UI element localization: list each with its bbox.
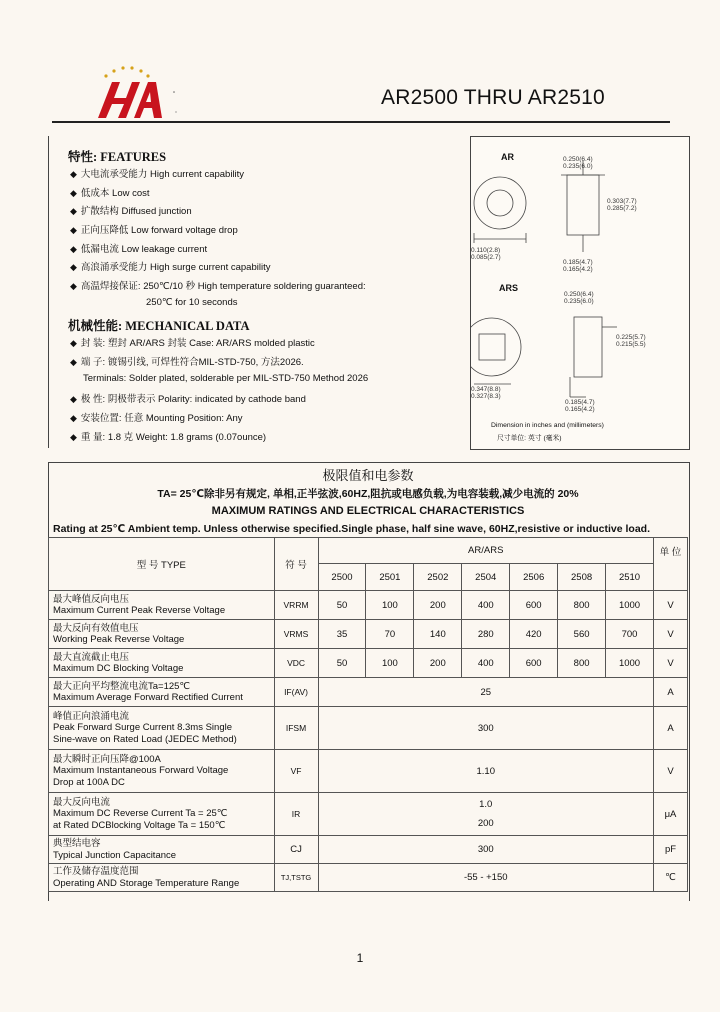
dim-label: 0.185(4.7) [563,259,593,266]
table-row [49,678,688,707]
param-value: 100 [366,591,414,620]
list-item: ◆ 重 量: 1.8 克 Weight: 1.8 grams (0.07ounce) [70,431,267,443]
dim-label: 0.285(7.2) [607,205,637,212]
dim-label: 0.327(8.3) [471,393,501,400]
table-row [49,864,688,892]
param-unit: ℃ [653,864,687,892]
param-value: 400 [462,591,510,620]
param-unit: V [653,750,687,793]
ar-label: AR [501,152,514,162]
model-number: 2501 [366,564,414,591]
param-value: 35 [318,620,366,649]
param-value: 1000 [606,649,654,678]
title-divider [52,121,670,123]
model-number: 2508 [558,564,606,591]
list-item: ◆ 低成本 Low cost [70,187,150,199]
dim-label: 0.165(4.2) [563,266,593,273]
param-value: 100 [366,649,414,678]
model-number: 2500 [318,564,366,591]
dim-label: 0.250(6.4) [563,156,593,163]
dim-label: 0.303(7.7) [607,198,637,205]
dim-label: 0.250(6.4) [564,291,594,298]
table-header-row [49,538,688,564]
param-value: 140 [414,620,462,649]
page-number: 1 [356,951,364,965]
type-header: 型 号 TYPE [49,538,275,591]
param-symbol: TJ,TSTG [274,864,318,892]
param-value: 50 [318,649,366,678]
param-value: 280 [462,620,510,649]
list-item: ◆ 端 子: 镀锡引线, 可焊性符合MIL-STD-750, 方法2026. [70,356,304,368]
param-unit: V [653,620,687,649]
param-value: 800 [558,649,606,678]
dimension-note-cn: 尺寸单位: 英寸 (毫米) [497,435,562,442]
unit-header: 单 位 [653,538,687,591]
param-unit: pF [653,836,687,864]
model-number: 2504 [462,564,510,591]
param-value: 600 [510,591,558,620]
param-unit: A [653,707,687,750]
param-value: 1000 [606,591,654,620]
list-item: ◆ 高温焊接保证: 250℃/10 秒 High temperature soldering guaranteed: [70,281,366,293]
table-row [49,649,688,678]
param-value: 700 [606,620,654,649]
param-symbol: CJ [274,836,318,864]
param-value: 420 [510,620,558,649]
dim-label: 0.110(2.8) [471,247,501,254]
param-description: 最大正向平均整流电流Ta=125℃ Maximum Average Forward Rectified Current [49,678,275,707]
table-row [49,707,688,750]
param-value: 560 [558,620,606,649]
param-symbol: VRMS [274,620,318,649]
table-row [49,750,688,793]
param-description: 最大瞬时正向压降@100A Maximum Instantaneous Forward Voltage Drop at 100A DC [49,750,275,793]
dim-label: 0.225(5.7) [616,334,646,341]
list-item-continuation: Terminals: Solder plated, solderable per MIL-STD-750 Method 2026 [83,372,369,384]
list-item: ◆ 封 装: 塑封 AR/ARS 封装 Case: AR/ARS molded plastic [70,338,315,349]
param-unit: μA [653,793,687,836]
param-value: 400 [462,649,510,678]
param-value: 25 [318,678,653,707]
param-value: 50 [318,591,366,620]
list-item-continuation: 250℃ for 10 seconds [146,296,238,308]
list-item: ◆ 低漏电流 Low leakage current [70,243,208,255]
dim-label: 0.215(5.5) [616,341,646,348]
dim-label: 0.085(2.7) [471,254,501,261]
dim-label: 0.235(6.0) [564,298,594,305]
param-symbol: IR [274,793,318,836]
param-value: 800 [558,591,606,620]
dim-label: 0.185(4.7) [565,399,595,406]
param-value: 1.10 [318,750,653,793]
features-heading: 特性: FEATURES [68,150,167,164]
param-value: 200 [414,591,462,620]
package-diagram [470,136,690,450]
param-description: 最大直流截止电压 Maximum DC Blocking Voltage [49,649,275,678]
ratings-title-cn: 极限值和电参数 [322,468,414,483]
list-item: ◆ 极 性: 阴极带表示 Polarity: indicated by cathode band [70,394,306,406]
param-description: 最大反向有效值电压 Working Peak Reverse Voltage [49,620,275,649]
param-symbol: IFSM [274,707,318,750]
model-number: 2502 [414,564,462,591]
param-symbol: VF [274,750,318,793]
param-description: 最大峰值反向电压 Maximum Current Peak Reverse Voltage [49,591,275,620]
ratings-title-en: MAXIMUM RATINGS AND ELECTRICAL CHARACTERISTICS [211,505,525,517]
ratings-conditions-cn: TA= 25℃除非另有规定, 单相,正半弦波,60HZ,阻抗或电感负载,为电容装载,减少电流的 20% [157,488,579,500]
table-row [49,793,688,836]
param-description: 峰值正向浪涌电流 Peak Forward Surge Current 8.3ms Single Sine-wave on Rated Load (JEDEC Method) [49,707,275,750]
param-value: 1.0 200 [318,793,653,836]
ratings-table [48,537,688,892]
ars-label: ARS [499,283,519,293]
list-item: ◆ 扩散结构 Diffused junction [70,206,192,218]
ratings-conditions-en: Rating at 25℃ Ambient temp. Unless otherwise specified.Single phase, half sine wave, 60HZ,resistive or inductive load. [53,523,650,535]
table-row [49,836,688,864]
model-number: 2510 [606,564,654,591]
param-description: 工作及储存温度范围 Operating AND Storage Temperature Range [49,864,275,892]
param-description: 最大反向电流 Maximum DC Reverse Current Ta = 25℃ at Rated DCBlocking Voltage Ta = 150℃ [49,793,275,836]
param-symbol: VDC [274,649,318,678]
list-item: ◆ 大电流承受能力 High current capability [70,169,245,180]
param-value: -55 - +150 [318,864,653,892]
dim-label: 0.165(4.2) [565,406,595,413]
list-item: ◆ 正向压降低 Low forward voltage drop [70,225,238,237]
param-unit: V [653,649,687,678]
param-value: 300 [318,836,653,864]
param-value: 200 [414,649,462,678]
dimension-note-en: Dimension in inches and (millimeters) [491,422,604,429]
mechanical-list [70,335,368,448]
mechanical-heading: 机械性能: MECHANICAL DATA [68,319,250,333]
param-description: 典型结电容 Typical Junction Capacitance [49,836,275,864]
param-unit: A [653,678,687,707]
param-value: 300 [318,707,653,750]
symbol-header: 符 号 [274,538,318,591]
list-item: ◆ 安装位置: 任意 Mounting Position: Any [70,413,243,425]
series-header: AR/ARS [318,538,653,564]
features-list [70,166,366,316]
param-symbol: IF(AV) [274,678,318,707]
dim-label: 0.235(6.0) [563,163,593,170]
table-row [49,620,688,649]
page-title: AR2500 THRU AR2510 [381,86,605,109]
table-row [49,591,688,620]
param-value: 70 [366,620,414,649]
param-value: 600 [510,649,558,678]
param-unit: V [653,591,687,620]
company-logo [90,62,182,124]
model-number: 2506 [510,564,558,591]
list-item: ◆ 高浪涌承受能力 High surge current capability [70,262,271,274]
logo-stars [104,66,149,77]
param-symbol: VRRM [274,591,318,620]
dim-label: 0.347(8.8) [471,386,501,393]
